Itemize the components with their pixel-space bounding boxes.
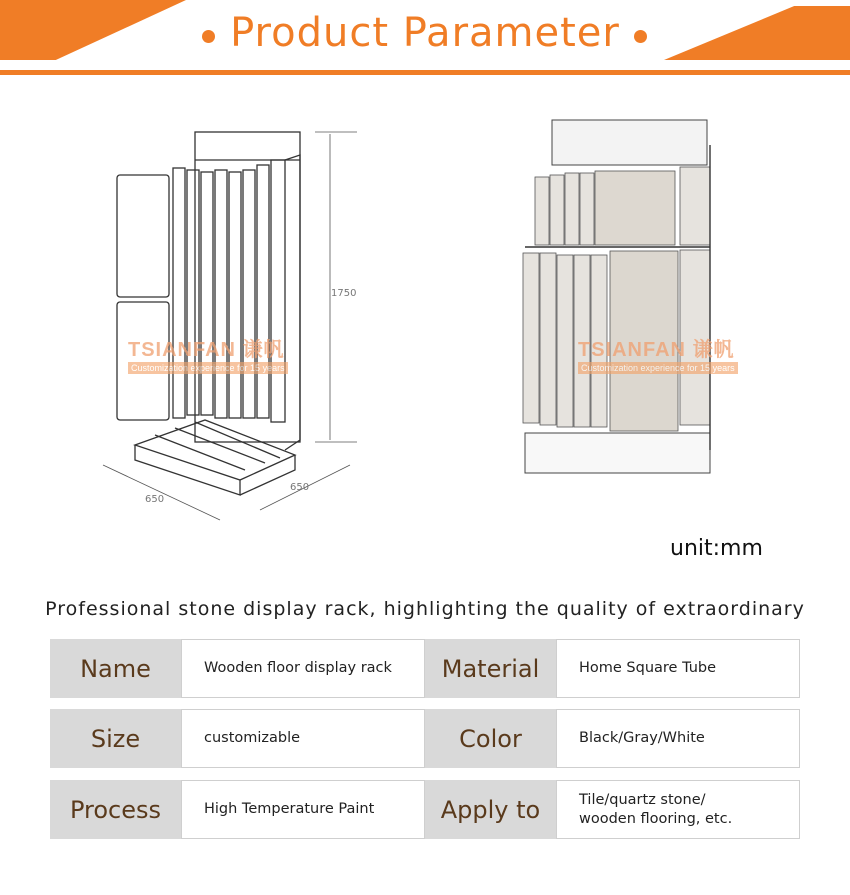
watermark-tagline: Customization experience for 15 years <box>128 362 288 374</box>
width-dimension: 650 <box>145 494 165 505</box>
product-headline: Professional stone display rack, highlighting the quality of extraordinary <box>45 598 805 620</box>
param-value: Wooden floor display rack <box>181 639 425 698</box>
header-banner <box>0 0 850 80</box>
param-row <box>50 709 800 768</box>
watermark-tagline: Customization experience for 15 years <box>578 362 738 374</box>
watermark-brand-cn: 谦帆 <box>692 339 735 361</box>
watermark-brand: TSIANFAN <box>128 339 236 361</box>
watermark-brand-cn: 谦帆 <box>242 339 285 361</box>
watermark-left <box>128 333 288 374</box>
rack-line-drawing <box>95 120 370 530</box>
watermark-brand: TSIANFAN <box>578 339 686 361</box>
param-value: Home Square Tube <box>556 639 800 698</box>
param-value: High Temperature Paint <box>181 780 425 839</box>
param-row <box>50 639 800 698</box>
height-dimension: 1750 <box>331 288 357 299</box>
param-value: customizable <box>181 709 425 768</box>
param-label: Material <box>425 639 556 698</box>
param-label: Size <box>50 709 181 768</box>
banner-underline <box>0 70 850 75</box>
param-row <box>50 780 800 839</box>
depth-dimension: 650 <box>290 482 310 493</box>
unit-label: unit:mm <box>670 536 763 561</box>
param-label: Color <box>425 709 556 768</box>
page-title: Product Parameter <box>230 10 620 56</box>
param-value: Tile/quartz stone/ wooden flooring, etc. <box>556 780 800 839</box>
param-label: Process <box>50 780 181 839</box>
param-value: Black/Gray/White <box>556 709 800 768</box>
watermark-right <box>578 333 738 374</box>
param-label: Apply to <box>425 780 556 839</box>
param-label: Name <box>50 639 181 698</box>
rack-rendered-drawing <box>505 115 735 500</box>
